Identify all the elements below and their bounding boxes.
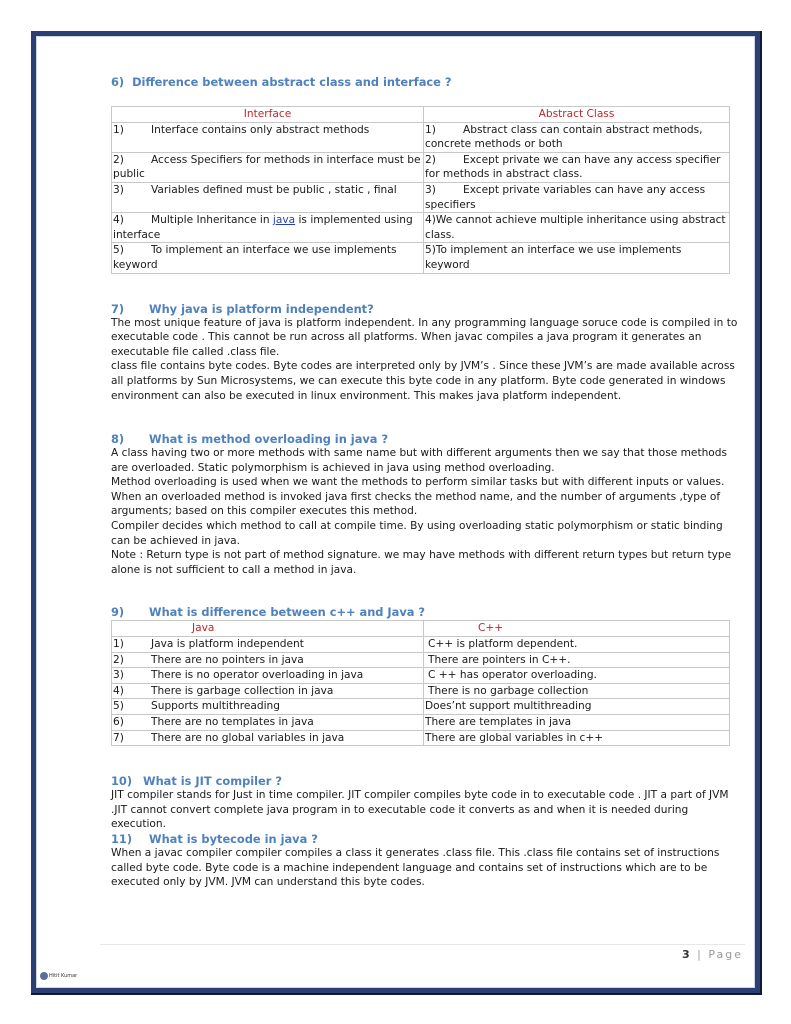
row-number: 3) <box>425 183 436 196</box>
q9-heading <box>111 605 739 619</box>
row-number: 6) <box>113 716 124 728</box>
table-row <box>112 668 730 684</box>
cpp-cell <box>424 715 730 731</box>
interface-cell <box>112 152 424 182</box>
cell-text: There are templates in java <box>425 716 572 728</box>
row-number: 1) <box>113 638 124 651</box>
cell-text: There is no garbage collection <box>428 684 589 697</box>
row-number: 5) <box>113 244 124 257</box>
q8-heading-number: 8) <box>111 432 125 447</box>
interface-cell <box>112 122 424 152</box>
footer-divider <box>100 944 745 945</box>
col-header-java: Java <box>112 621 424 637</box>
cell-text: There is no operator overloading in java <box>151 669 364 682</box>
cell-text: Does’nt support multithreading <box>425 700 592 713</box>
table-row <box>112 182 730 212</box>
java-vs-cpp-table <box>111 620 730 746</box>
cpp-cell <box>424 683 730 699</box>
q9-heading-number: 9) <box>111 605 125 620</box>
cell-text: C++ is platform dependent. <box>428 638 578 651</box>
cell-text: Java is platform independent <box>151 638 304 651</box>
table-row <box>112 715 730 731</box>
cell-text: Interface contains only abstract methods <box>151 123 370 136</box>
table-row <box>112 152 730 182</box>
table-row <box>112 213 730 243</box>
q8-heading <box>111 432 739 446</box>
q8-paragraph: A class having two or more methods with same name but with different arguments then we say that those methods are overloaded. Static polymorphism is achieved in java using method overloading. <box>111 447 728 474</box>
q10-heading-number: 10) <box>111 774 133 789</box>
cpp-cell <box>424 637 730 653</box>
cell-text: There are pointers in C++. <box>428 653 571 666</box>
q7-heading-number: 7) <box>111 301 125 316</box>
interface-vs-abstract-table <box>111 106 730 274</box>
table-header-row <box>112 621 730 637</box>
cell-text: 4)We cannot achieve multiple inheritance using abstract class. <box>425 214 726 241</box>
cell-text: Variables defined must be public , static , final <box>151 183 397 196</box>
table-row <box>112 699 730 715</box>
cell-text: 5)To implement an interface we use implements keyword <box>425 244 682 271</box>
author-logo <box>40 972 77 980</box>
q10-heading-text: What is JIT compiler ? <box>143 774 282 789</box>
table-row <box>112 122 730 152</box>
page-label: Page <box>708 948 743 961</box>
cell-text: Multiple Inheritance in <box>151 214 273 227</box>
cpp-cell <box>424 730 730 746</box>
q6-heading-text: Difference between abstract class and interface ? <box>132 75 452 89</box>
page-separator: | <box>691 948 709 961</box>
abstract-cell <box>424 182 730 212</box>
table-row <box>112 243 730 273</box>
row-number: 3) <box>113 669 124 682</box>
cell-text: There are no templates in java <box>151 716 314 728</box>
row-number: 2) <box>113 653 124 666</box>
java-cell <box>112 668 424 684</box>
row-number: 2) <box>425 153 436 166</box>
q11-paragraph: When a javac compiler compiler compiles a class it generates .class file. This .class file contains set of instructions called byte code. Byte code is a machine independent language and contains set of instructions which are to be executed only by JVM. JVM can understand this byte codes. <box>111 846 720 889</box>
table-row <box>112 652 730 668</box>
q11-heading-text: What is bytecode in java ? <box>149 831 318 846</box>
col-header-cpp: C++ <box>424 621 730 637</box>
q11-heading <box>111 832 739 846</box>
java-cell <box>112 730 424 746</box>
logo-text: Hitit Kumar <box>49 973 78 979</box>
row-number: 4) <box>113 214 124 227</box>
q8-paragraph: Method overloading is used when we want the methods to perform similar tasks but with different inputs or values. When an overloaded method is invoked java first checks the method name, and the number of arguments ,type of arguments; based on this compiler executes this method. <box>111 476 725 518</box>
cell-text: Except private variables can have any access specifiers <box>425 183 706 211</box>
q6-heading-number: 6) <box>111 75 125 89</box>
abstract-cell <box>424 152 730 182</box>
q10-paragraph: JIT compiler stands for Just in time compiler. JIT compiler compiles byte code in to executable code . JIT a part of JVM .JIT cannot convert complete java program in to executable code it converts as and when it is needed during execution. <box>111 789 729 831</box>
q7-heading <box>111 302 739 316</box>
java-cell <box>112 715 424 731</box>
row-number: 1) <box>425 123 436 136</box>
interface-cell <box>112 213 424 243</box>
q10-heading <box>111 774 739 788</box>
cpp-cell <box>424 652 730 668</box>
q7-paragraph: The most unique feature of java is platform independent. In any programming language soruce code is compiled in to executable code . This cannot be run across all platforms. When javac compiles a java program it generates an executable file called .class file. <box>111 316 738 358</box>
table-row <box>112 637 730 653</box>
cell-text: Access Specifiers for methods in interface must be public <box>113 153 421 181</box>
page-number: 3 <box>682 948 692 961</box>
cell-text: C ++ has operator overloading. <box>428 669 597 682</box>
logo-icon <box>40 972 48 980</box>
table-row <box>112 683 730 699</box>
q8-paragraph: Compiler decides which method to call at compile time. By using overloading static polymorphism or static binding can be achieved in java. <box>111 520 723 547</box>
q11-heading-number: 11) <box>111 831 133 846</box>
q9-heading-text: What is difference between c++ and Java ? <box>149 605 426 620</box>
page-content <box>111 74 739 890</box>
abstract-cell <box>424 243 730 273</box>
table-row <box>112 730 730 746</box>
page-number-footer <box>682 948 743 961</box>
java-cell <box>112 683 424 699</box>
abstract-cell <box>424 122 730 152</box>
q7-heading-text: Why java is platform independent? <box>149 301 374 316</box>
interface-cell <box>112 182 424 212</box>
row-number: 3) <box>113 183 124 196</box>
interface-cell <box>112 243 424 273</box>
cell-text: To implement an interface we use implements keyword <box>113 244 397 271</box>
cell-text: is implemented using interface <box>113 214 413 241</box>
cell-text: There are no global variables in java <box>151 731 345 744</box>
row-number: 4) <box>113 684 124 697</box>
cell-text: Abstract class can contain abstract methods, concrete methods or both <box>425 123 703 151</box>
cell-text: There are global variables in c++ <box>425 731 604 744</box>
java-cell <box>112 637 424 653</box>
cpp-cell <box>424 699 730 715</box>
row-number: 2) <box>113 153 124 166</box>
row-number: 1) <box>113 123 124 136</box>
table-header-row <box>112 107 730 123</box>
col-header-abstract-class: Abstract Class <box>424 107 730 123</box>
q8-heading-text: What is method overloading in java ? <box>149 432 389 447</box>
q6-heading <box>111 75 739 89</box>
cpp-cell <box>424 668 730 684</box>
abstract-cell <box>424 213 730 243</box>
col-header-interface: Interface <box>112 107 424 123</box>
java-link[interactable]: java <box>272 214 296 227</box>
java-cell <box>112 699 424 715</box>
q7-paragraph: class file contains byte codes. Byte codes are interpreted only by JVM’s . Since these JVM’s are made available across all platforms by Sun Microsystems, we can execute this byte code in any platform. Byte code generated in windows environment can also be executed in linux environment. This makes java platform independent. <box>111 360 735 402</box>
cell-text: There is garbage collection in java <box>151 684 334 697</box>
cell-text: Supports multithreading <box>151 700 280 713</box>
java-cell <box>112 652 424 668</box>
q8-paragraph: Note : Return type is not part of method signature. we may have methods with different return types but return type alone is not sufficient to call a method in java. <box>111 549 732 576</box>
row-number: 7) <box>113 731 124 744</box>
cell-text: There are no pointers in java <box>151 653 304 666</box>
row-number: 5) <box>113 700 124 713</box>
cell-text: Except private we can have any access specifier for methods in abstract class. <box>425 153 721 181</box>
